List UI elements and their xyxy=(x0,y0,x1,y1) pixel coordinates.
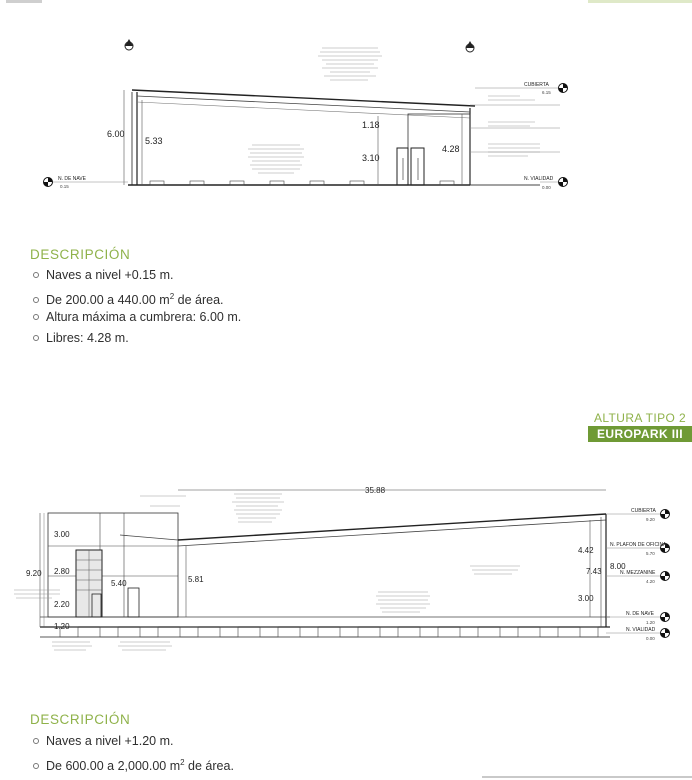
level-label-vialidad: N. VIALIDAD xyxy=(626,627,656,633)
level-label-cubierta: CUBIERTA xyxy=(524,82,549,88)
dim-right-height: 4.28 xyxy=(442,144,460,154)
type-badge-title: ALTURA TIPO 2 xyxy=(588,410,692,426)
dim-total-height: 6.00 xyxy=(107,129,125,139)
section-drawing-type-1 xyxy=(0,30,692,210)
level-value-cubierta: 9.20 xyxy=(646,517,655,522)
section2-heading: DESCRIPCIÓN xyxy=(30,712,131,727)
dim-h: 7.43 xyxy=(586,567,602,576)
level-value-nave: 0.15 xyxy=(60,184,69,189)
level-marker-icon xyxy=(661,572,670,581)
dim-e: 5.40 xyxy=(111,579,127,588)
dim-j: 3.00 xyxy=(578,594,594,603)
section1-heading: DESCRIPCIÓN xyxy=(30,247,131,262)
section-drawing-type-2 xyxy=(0,480,692,670)
bullet-icon xyxy=(33,335,39,341)
north-arrow-icon xyxy=(466,41,474,52)
level-value-plafon: 5.70 xyxy=(646,551,655,556)
section1-list xyxy=(30,265,241,349)
level-marker-icon xyxy=(44,178,53,187)
list-item: Libres: 4.28 m. xyxy=(30,328,241,349)
project-badge: EUROPARK III xyxy=(588,426,692,442)
level-label-nave: N. DE NAVE xyxy=(626,611,654,617)
level-marker-icon xyxy=(661,613,670,622)
level-marker-icon xyxy=(661,629,670,638)
bullet-icon xyxy=(33,314,39,320)
bullet-icon xyxy=(33,297,39,303)
level-value-nave: 1.20 xyxy=(646,620,655,625)
top-edge-mark-left xyxy=(6,0,42,3)
dim-span: 35.88 xyxy=(365,486,386,495)
dim-lower: 3.10 xyxy=(362,153,380,163)
dim-total-height: 9.20 xyxy=(26,569,42,578)
dim-d: 1.20 xyxy=(54,622,70,631)
level-label-mezzanine: N. MEZZANINE xyxy=(620,570,656,576)
dim-c: 2.20 xyxy=(54,600,70,609)
dim-f: 5.81 xyxy=(188,575,204,584)
list-item: De 200.00 a 440.00 $m^2$ de área. xyxy=(30,286,241,307)
top-edge-mark-right xyxy=(588,0,692,3)
level-value-vialidad: 0.00 xyxy=(646,636,655,641)
dim-g: 4.42 xyxy=(578,546,594,555)
level-marker-icon xyxy=(559,178,568,187)
list-item: Naves a nivel +1.20 m. xyxy=(30,731,234,752)
level-label-nave: N. DE NAVE xyxy=(58,176,86,182)
dim-a: 3.00 xyxy=(54,530,70,539)
level-label-cubierta: CUBIERTA xyxy=(631,508,656,514)
bullet-icon xyxy=(33,763,39,769)
section2-list xyxy=(30,731,234,773)
level-value-vialidad: 0.00 xyxy=(542,185,551,190)
dim-b: 2.80 xyxy=(54,567,70,576)
bottom-divider xyxy=(482,776,692,778)
level-marker-icon xyxy=(559,84,568,93)
level-label-plafon: N. PLAFON DE OFICINA xyxy=(610,542,667,548)
dim-upper: 1.18 xyxy=(362,120,380,130)
level-value-cubierta: 6.15 xyxy=(542,90,551,95)
dim-left-height: 5.33 xyxy=(145,136,163,146)
list-item: Altura máxima a cumbrera: 6.00 m. xyxy=(30,307,241,328)
dim-i: 8.00 xyxy=(610,562,626,571)
list-item: Naves a nivel +0.15 m. xyxy=(30,265,241,286)
level-label-vialidad: N. VIALIDAD xyxy=(524,176,554,182)
bullet-icon xyxy=(33,272,39,278)
north-arrow-icon xyxy=(125,39,133,50)
level-marker-icon xyxy=(661,510,670,519)
list-item: De 600.00 a 2,000.00 $m^2$ de área. xyxy=(30,752,234,773)
bullet-icon xyxy=(33,738,39,744)
level-value-mezzanine: 4.20 xyxy=(646,579,655,584)
